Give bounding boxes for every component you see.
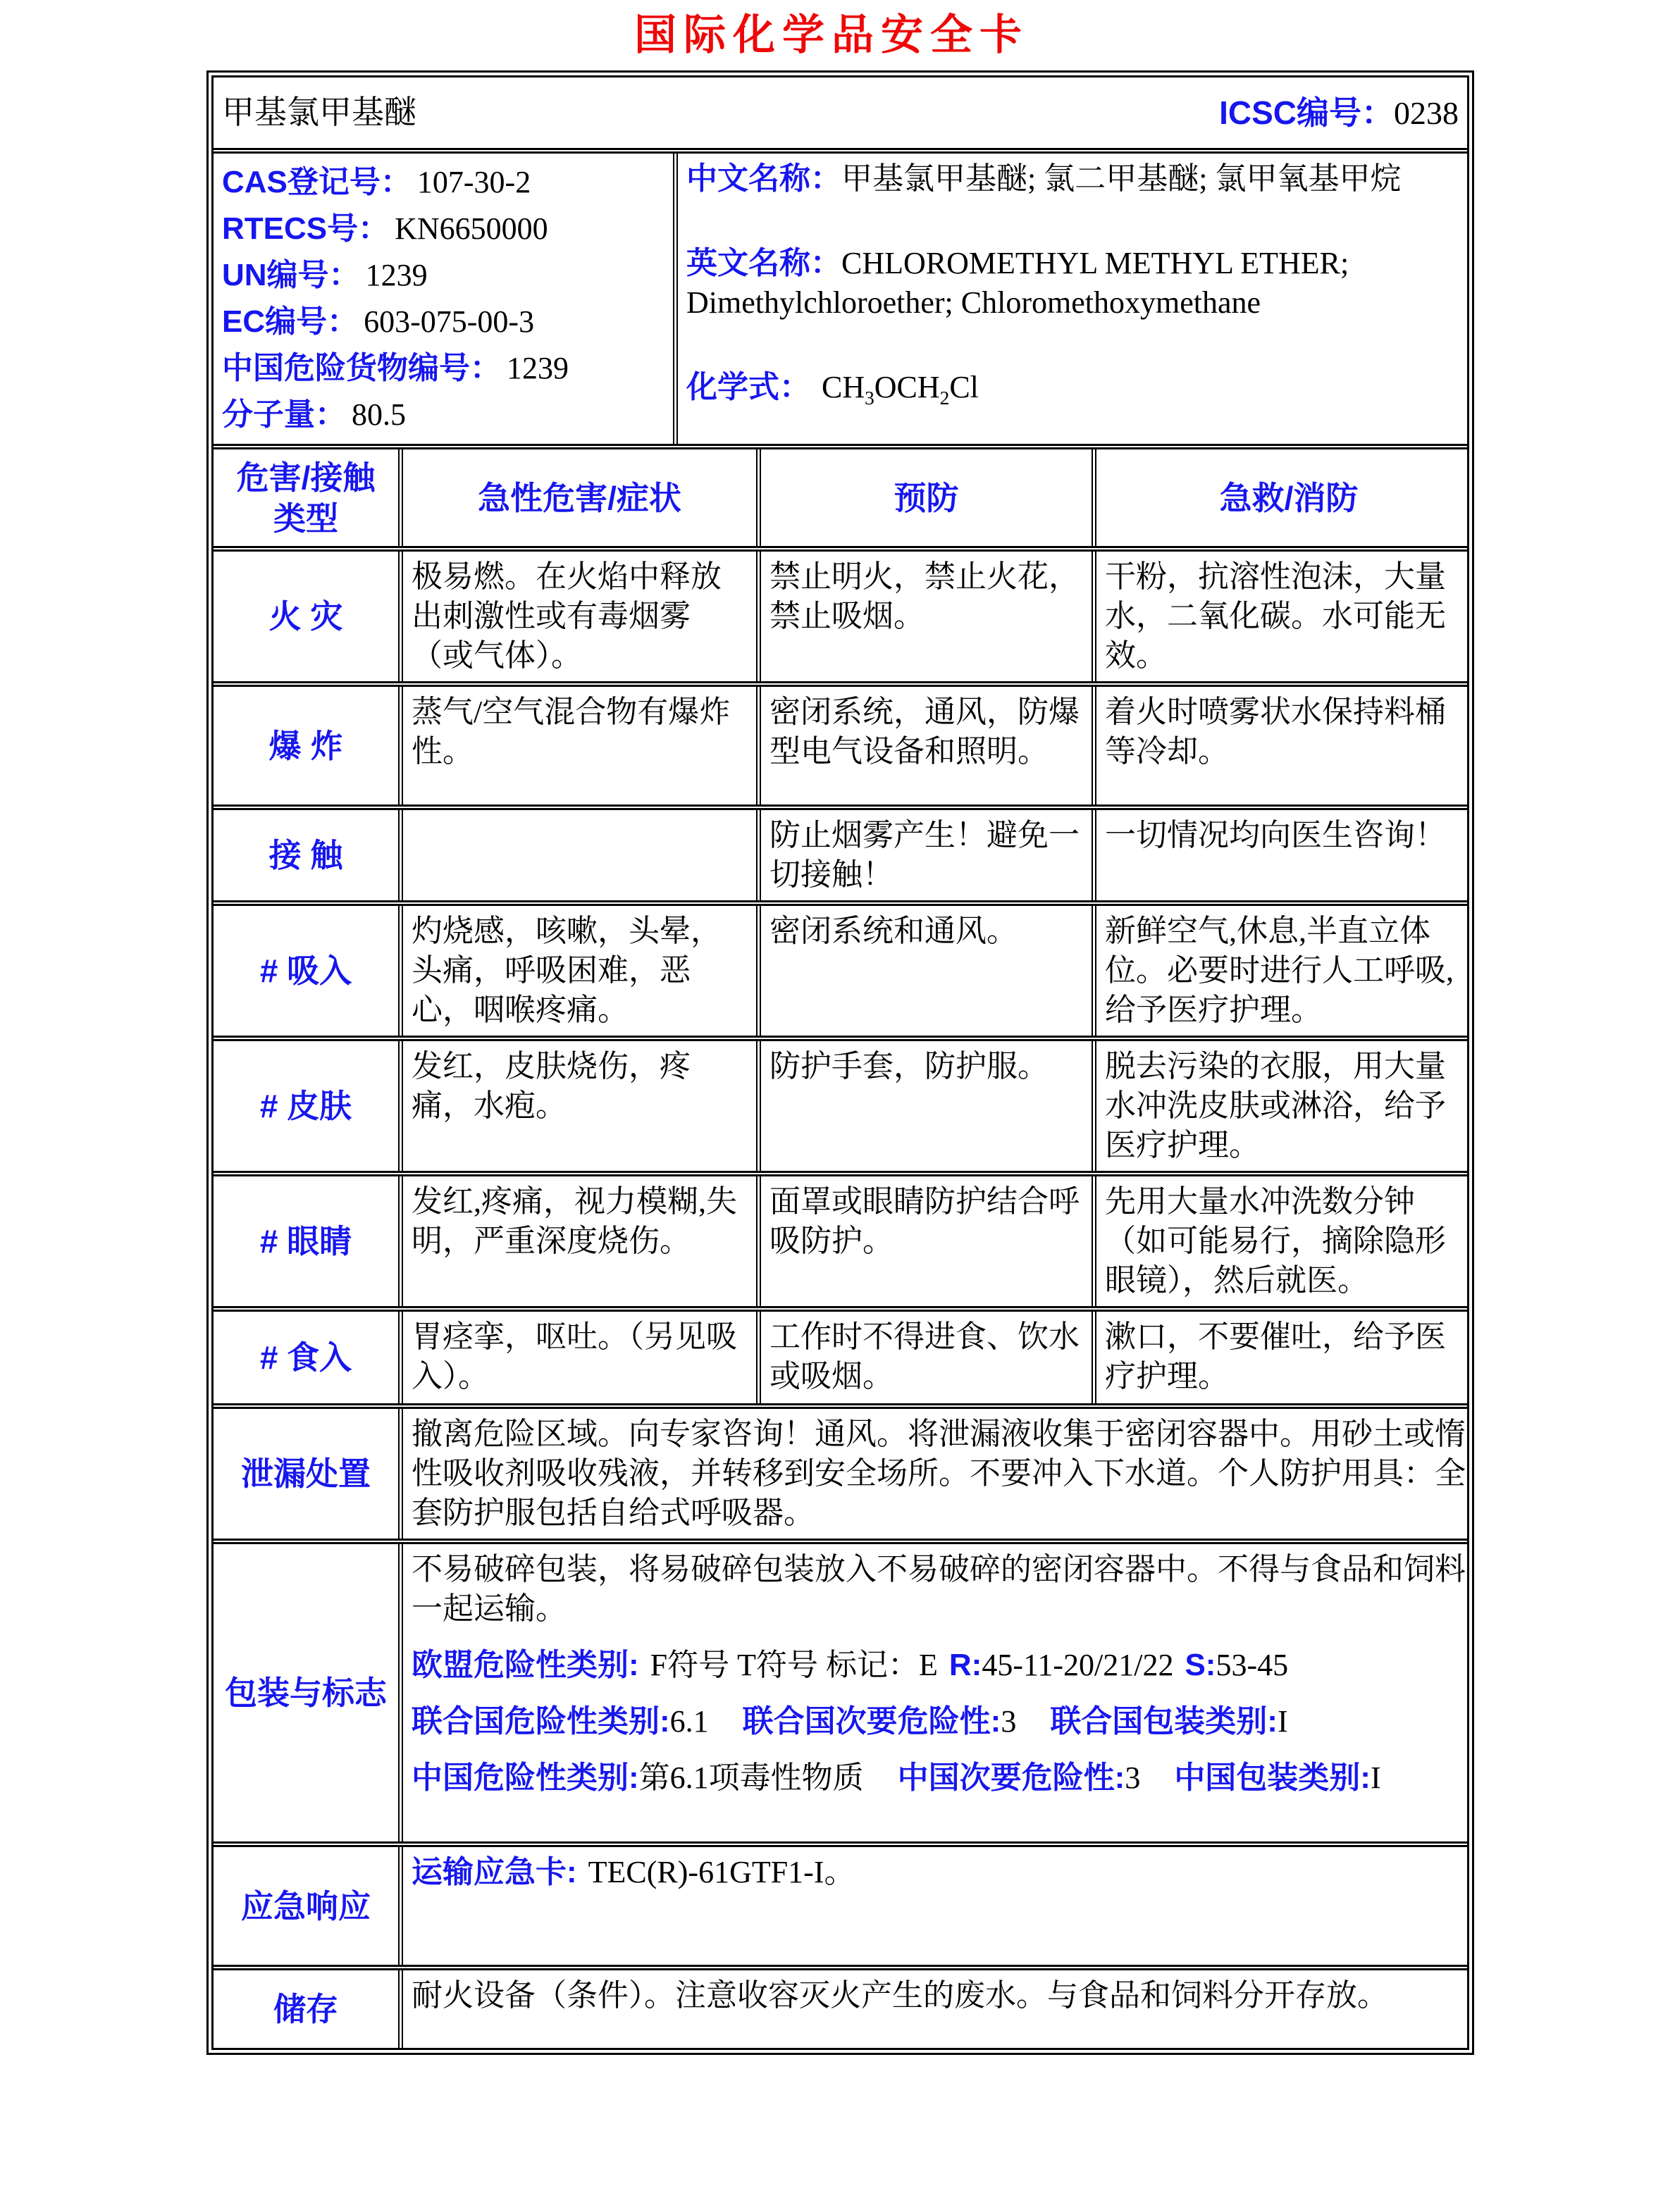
symptoms-cell: 灼烧感，咳嗽，头晕，头痛，呼吸困难，恶心，咽喉疼痛。 (398, 906, 756, 1036)
prevention-cell: 禁止明火，禁止火花，禁止吸烟。 (756, 552, 1092, 681)
hazard-row-explosion (214, 681, 1467, 804)
identifier-label: CAS登记号： (222, 165, 412, 199)
prevention-cell: 防止烟雾产生！避免一切接触！ (756, 810, 1092, 900)
safety-card-table (206, 70, 1474, 2055)
identifier-value: 603-075-00-3 (364, 304, 535, 339)
hazard-row-fire (214, 546, 1467, 681)
symptoms-cell: 发红，皮肤烧伤，疼痛，水疱。 (398, 1041, 756, 1171)
icsc-number (1219, 93, 1459, 133)
card-header-row (214, 77, 1467, 148)
hazard-row-inhalation (214, 900, 1467, 1036)
identifier-ec (222, 299, 664, 345)
icsc-number-label: ICSC编号： (1219, 94, 1394, 131)
firstaid-cell: 漱口，不要催吐，给予医疗护理。 (1092, 1312, 1481, 1403)
symptoms-cell: 极易燃。在火焰中释放出刺激性或有毒烟雾（或气体）。 (398, 552, 756, 681)
english-names (686, 244, 1473, 323)
identifier-value: 1239 (365, 258, 428, 292)
prevention-cell: 防护手套，防护服。 (756, 1041, 1092, 1171)
eu-hazard-class-line: 欧盟危险性类别: F符号 T符号 标记：E R:45-11-20/21/22 S:53-45 (412, 1648, 1289, 1682)
identifier-value: 80.5 (352, 397, 406, 432)
row-label: 储存 (273, 1991, 338, 2027)
row-label: # 吸入 (259, 952, 352, 989)
emergency-row (214, 1841, 1467, 1965)
prevention-cell: 密闭系统和通风。 (756, 906, 1092, 1036)
hazard-row-ingestion (214, 1306, 1467, 1403)
symptoms-cell: 胃痉挛，呕吐。（另见吸入）。 (398, 1312, 756, 1403)
hazard-table-header (214, 444, 1467, 546)
chinese-names (686, 159, 1473, 199)
row-label: 包装与标志 (225, 1674, 387, 1711)
icsc-number-value: 0238 (1394, 94, 1459, 131)
prevention-cell: 密闭系统，通风，防爆型电气设备和照明。 (756, 687, 1092, 804)
cn-hazard-class-line: 中国危险性类别:第6.1项毒性物质 中国次要危险性:3 中国包装类别:I (412, 1760, 1381, 1795)
firstaid-cell: 一切情况均向医生咨询！ (1092, 810, 1481, 900)
row-label: # 眼睛 (259, 1223, 352, 1260)
identification-row (214, 148, 1467, 444)
identifier-label: EC编号： (222, 304, 359, 339)
firstaid-cell: 脱去污染的衣服，用大量水冲洗皮肤或淋浴，给予医疗护理。 (1092, 1041, 1481, 1171)
row-label: # 皮肤 (259, 1088, 352, 1124)
transport-card-value: TEC(R)-61GTF1-I。 (588, 1855, 855, 1889)
names-cell (673, 154, 1481, 444)
firstaid-cell: 干粉，抗溶性泡沫，大量水，二氧化碳。水可能无效。 (1092, 552, 1481, 681)
symptoms-cell (398, 810, 756, 900)
hazard-row-eyes (214, 1171, 1467, 1306)
un-hazard-class-line: 联合国危险性类别:6.1 联合国次要危险性:3 联合国包装类别:I (412, 1704, 1288, 1739)
identifier-label: RTECS号： (222, 211, 390, 246)
english-names-label: 英文名称： (686, 246, 841, 280)
column-header-hazard-type: 危害/接触 类型 (236, 459, 376, 537)
identifier-label: UN编号： (222, 258, 360, 292)
identifier-value: KN6650000 (395, 211, 548, 246)
identifier-label: 中国危险货物编号： (222, 351, 501, 385)
storage-row (214, 1965, 1467, 2048)
row-label: 接 触 (268, 837, 343, 874)
row-label: # 食入 (259, 1339, 352, 1376)
packaging-content (398, 1544, 1481, 1841)
identifier-rtecs (222, 206, 664, 252)
firstaid-cell: 先用大量水冲洗数分钟（如可能易行，摘除隐形眼镜），然后就医。 (1092, 1176, 1481, 1306)
page-title: 国际化学品安全卡 (634, 12, 1029, 58)
identifier-label: 分子量： (222, 397, 346, 432)
hazard-row-skin (214, 1036, 1467, 1171)
storage-content: 耐火设备（条件）。注意收容灭火产生的废水。与食品和饲料分开存放。 (398, 1970, 1481, 2048)
hazard-row-exposure (214, 804, 1467, 900)
row-label: 应急响应 (241, 1887, 371, 1925)
symptoms-cell: 蒸气/空气混合物有爆炸性。 (398, 687, 756, 804)
firstaid-cell: 新鲜空气,休息,半直立体位。必要时进行人工呼吸,给予医疗护理。 (1092, 906, 1481, 1036)
chinese-names-value: 甲基氯甲基醚; 氯二甲基醚; 氯甲氧基甲烷 (841, 161, 1402, 196)
column-header-firstaid: 急救/消防 (1092, 449, 1481, 546)
formula-label: 化学式： (686, 370, 810, 404)
column-header-symptoms: 急性危害/症状 (398, 449, 756, 546)
prevention-cell: 工作时不得进食、饮水或吸烟。 (756, 1312, 1092, 1403)
identifiers-cell (214, 154, 673, 444)
row-label: 爆 炸 (268, 727, 343, 764)
identifier-un (222, 252, 664, 299)
english-names-value: CHLOROMETHYL METHYL ETHER; Dimethylchloroether; Chloromethoxymethane (686, 246, 1349, 320)
packaging-text: 不易破碎包装，将易破碎包装放入不易破碎的密闭容器中。不得与食品和饲料一起运输。 (412, 1552, 1466, 1626)
spillage-content: 撤离危险区域。向专家咨询！通风。将泄漏液收集于密闭容器中。用砂土或惰性吸收剂吸收残液，并转移到安全场所。不要冲入下水道。个人防护用具：全套防护服包括自给式呼吸器。 (398, 1409, 1481, 1539)
identifier-molweight (222, 392, 664, 438)
firstaid-cell: 着火时喷雾状水保持料桶等冷却。 (1092, 687, 1481, 804)
spillage-row (214, 1403, 1467, 1539)
chinese-names-label: 中文名称： (686, 161, 841, 196)
identifier-china-dg (222, 345, 664, 392)
emergency-content (398, 1847, 1481, 1965)
chemical-formula: 化学式： $CH_3OCH_2Cl$ (686, 370, 979, 409)
prevention-cell: 面罩或眼睛防护结合呼吸防护。 (756, 1176, 1092, 1306)
card-header-cell (214, 77, 1467, 148)
transport-card-label: 运输应急卡: (412, 1855, 577, 1889)
column-header-prevention: 预防 (756, 449, 1092, 546)
identifier-value: 1239 (507, 351, 569, 385)
symptoms-cell: 发红,疼痛，视力模糊,失明，严重深度烧伤。 (398, 1176, 756, 1306)
identifier-cas (222, 159, 664, 206)
identifier-value: 107-30-2 (416, 165, 531, 199)
packaging-row (214, 1539, 1467, 1841)
chemical-name: 甲基氯甲基醚 (222, 94, 416, 130)
row-label: 火 灾 (268, 598, 343, 635)
row-label: 泄漏处置 (241, 1455, 371, 1492)
